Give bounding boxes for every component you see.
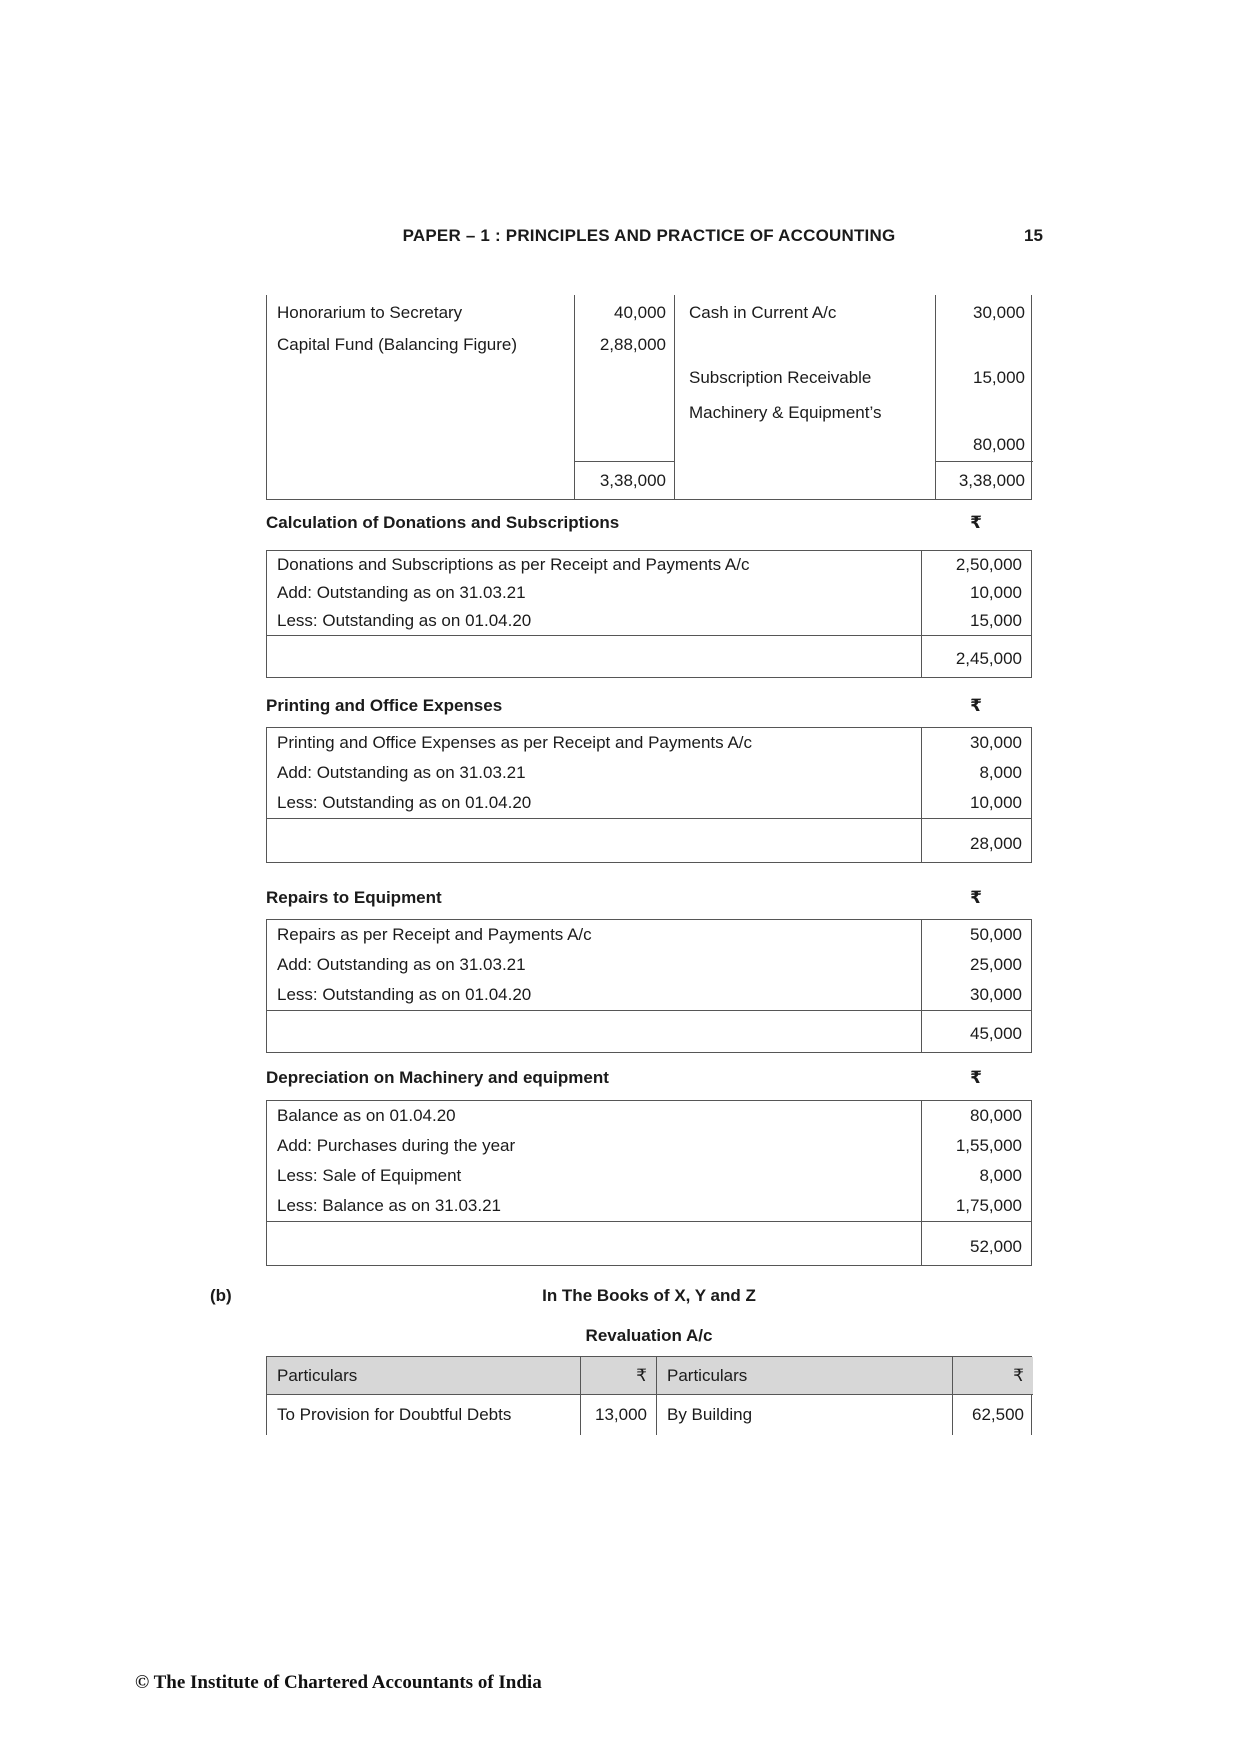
rupee-symbol: ₹ (970, 888, 982, 907)
calc-label-cell: Less: Outstanding as on 01.04.20 (277, 793, 532, 812)
calc-label-cell: Less: Outstanding as on 01.04.20 (277, 611, 532, 630)
calc-amount-cell: 8,000 (921, 758, 1031, 788)
section-heading-row (266, 513, 1032, 533)
amount-cell: 30,000 (935, 295, 1033, 331)
calc-amount-cell: 30,000 (921, 980, 1031, 1010)
particulars-cell: By Building (657, 1395, 953, 1435)
calc-amount-cell: 8,000 (921, 1161, 1031, 1191)
amount-cell (574, 429, 675, 461)
calc-total-cell: 2,45,000 (921, 635, 1031, 677)
particulars-cell: Cash in Current A/c (689, 303, 837, 322)
column-header-particulars: Particulars (657, 1357, 953, 1395)
copyright-notice: © The Institute of Chartered Accountants of India (135, 1672, 542, 1693)
amount-cell: 40,000 (574, 295, 675, 331)
calc-total-cell: 52,000 (921, 1221, 1031, 1265)
calc-label-cell: Add: Outstanding as on 31.03.21 (277, 955, 526, 974)
calc-label-cell (267, 1221, 921, 1265)
calc-amount-cell: 30,000 (921, 728, 1031, 758)
column-header-rupee: ₹ (581, 1357, 657, 1395)
page-header (266, 226, 1032, 246)
amount-cell (935, 331, 1033, 359)
particulars-cell (267, 359, 574, 397)
particulars-cell: To Provision for Doubtful Debts (267, 1395, 581, 1435)
amount-cell: 80,000 (935, 429, 1033, 461)
calc-label-cell: Printing and Office Expenses as per Receipt and Payments A/c (277, 733, 753, 752)
amount-cell: 13,000 (581, 1395, 657, 1435)
calc-amount-cell: 50,000 (921, 920, 1031, 950)
calc-label-cell: Add: Purchases during the year (277, 1136, 516, 1155)
calc-label-cell: Less: Sale of Equipment (277, 1166, 462, 1185)
calc-amount-cell: 1,55,000 (921, 1131, 1031, 1161)
total-amount-cell: 3,38,000 (935, 461, 1033, 499)
amount-cell (574, 359, 675, 397)
particulars-cell: Machinery & Equipment’s (689, 403, 882, 422)
calc-label-cell: Add: Outstanding as on 31.03.21 (277, 583, 526, 602)
calc-label-cell: Repairs as per Receipt and Payments A/c (277, 925, 592, 944)
repairs-calc-table (266, 919, 1032, 1053)
printing-calc-table (266, 727, 1032, 863)
calc-amount-cell: 1,75,000 (921, 1191, 1031, 1221)
depreciation-calc-table (266, 1100, 1032, 1266)
calc-label-cell (267, 818, 921, 862)
amount-cell (935, 397, 1033, 429)
section-heading: Depreciation on Machinery and equipment (266, 1068, 609, 1087)
calc-amount-cell: 2,50,000 (921, 551, 1031, 579)
section-heading: Calculation of Donations and Subscriptions (266, 513, 620, 532)
rupee-symbol: ₹ (970, 1068, 982, 1087)
calc-label-cell: Add: Outstanding as on 31.03.21 (277, 763, 526, 782)
page-title: PAPER – 1 : PRINCIPLES AND PRACTICE OF ACCOUNTING (402, 226, 896, 245)
particulars-cell (675, 461, 935, 499)
calc-total-cell: 45,000 (921, 1010, 1031, 1052)
particulars-cell: Capital Fund (Balancing Figure) (277, 335, 518, 354)
calc-label-cell (267, 635, 921, 677)
calc-amount-cell: 10,000 (921, 579, 1031, 607)
capital-fund-account-table (266, 295, 1032, 500)
rupee-symbol: ₹ (970, 696, 982, 715)
column-header-rupee: ₹ (953, 1357, 1033, 1395)
section-heading-row (266, 888, 1032, 908)
page-number: 15 (1024, 226, 1043, 245)
section-heading-row (266, 1068, 1032, 1088)
revaluation-table (266, 1356, 1032, 1435)
particulars-cell (675, 331, 935, 359)
particulars-cell (675, 429, 935, 461)
rupee-symbol: ₹ (970, 513, 982, 532)
calc-total-cell: 28,000 (921, 818, 1031, 862)
account-subtitle: Revaluation A/c (585, 1326, 713, 1345)
donations-calc-table (266, 550, 1032, 678)
amount-cell (574, 397, 675, 429)
particulars-cell (267, 397, 574, 429)
section-heading: Repairs to Equipment (266, 888, 442, 907)
calc-amount-cell: 15,000 (921, 607, 1031, 635)
calc-amount-cell: 80,000 (921, 1101, 1031, 1131)
amount-cell: 15,000 (935, 359, 1033, 397)
section-b-label: (b) (210, 1286, 232, 1305)
particulars-cell: Honorarium to Secretary (277, 303, 463, 322)
section-heading-row (266, 696, 1032, 716)
calc-amount-cell: 10,000 (921, 788, 1031, 818)
column-header-particulars: Particulars (267, 1357, 581, 1395)
particulars-cell (267, 461, 574, 499)
books-title: In The Books of X, Y and Z (542, 1286, 756, 1305)
calc-label-cell: Less: Balance as on 31.03.21 (277, 1196, 501, 1215)
calc-label-cell: Less: Outstanding as on 01.04.20 (277, 985, 532, 1004)
particulars-cell (267, 429, 574, 461)
calc-label-cell: Donations and Subscriptions as per Receipt and Payments A/c (277, 555, 750, 574)
particulars-cell: Subscription Receivable (689, 368, 872, 387)
amount-cell: 2,88,000 (574, 331, 675, 359)
calc-label-cell: Balance as on 01.04.20 (277, 1106, 456, 1125)
total-amount-cell: 3,38,000 (574, 461, 675, 499)
calc-amount-cell: 25,000 (921, 950, 1031, 980)
calc-label-cell (267, 1010, 921, 1052)
section-heading: Printing and Office Expenses (266, 696, 503, 715)
amount-cell: 62,500 (972, 1405, 1024, 1424)
